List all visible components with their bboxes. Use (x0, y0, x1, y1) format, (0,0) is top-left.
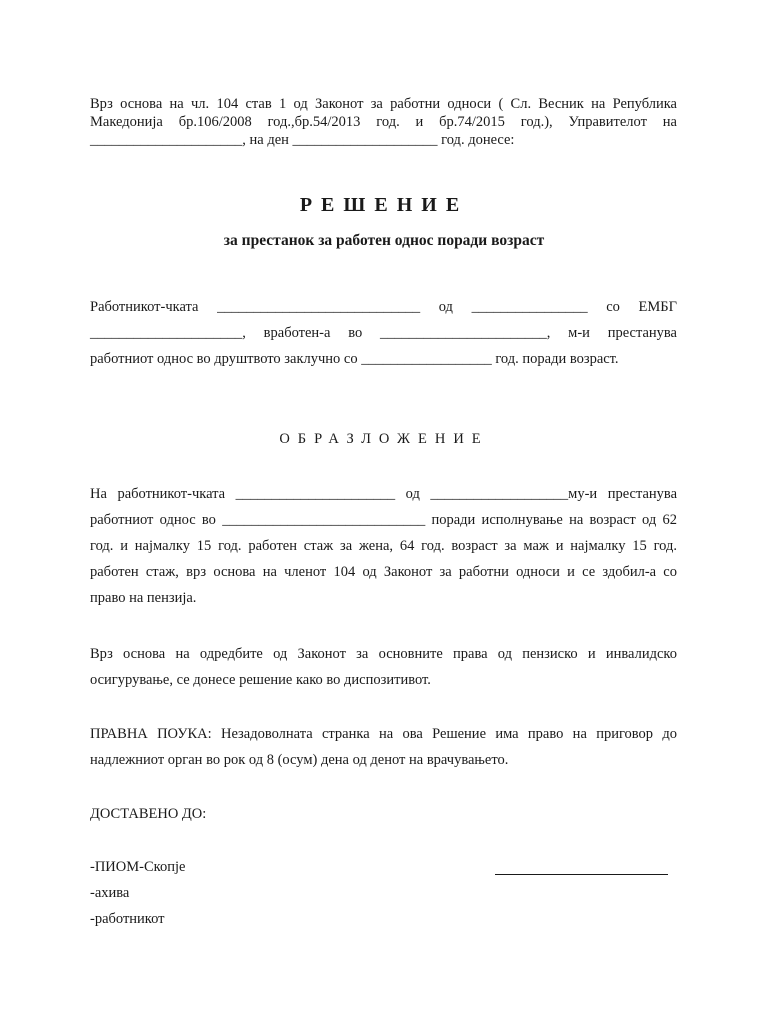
basis-line-2: осигурување, се донесе решение како во диспозитивот. (90, 672, 431, 688)
reasoning-paragraph (90, 481, 677, 611)
decision-paragraph (90, 294, 677, 372)
document-subtitle: за престанок за работен однос поради возраст (223, 232, 545, 249)
recipient-item: -работникот (90, 911, 165, 927)
recipient-item: -ахива (90, 885, 130, 901)
intro-line-1: Врз основа на чл. 104 став 1 од Законот за работни односи ( Сл. Весник на Република (90, 96, 677, 112)
intro-line-3: _____________________, на ден ____________________ год. донесе: (90, 132, 515, 148)
decision-line-2: _____________________, вработен-а во _______________________, м-и престанува (90, 325, 677, 341)
basis-line-1: Врз основа на одредбите од Законот за основните права од пензиско и инвалидско (90, 646, 677, 662)
reasoning-heading: ОБРАЗЛОЖЕНИЕ (279, 431, 489, 447)
signature-line (495, 874, 668, 875)
reasoning-line-1: На работникот-чката ______________________ од ___________________му-и престанува (90, 486, 677, 502)
reasoning-line-2: работниот однос во ____________________________ поради исполнување на возраст од 62 (90, 512, 677, 528)
legal-notice-paragraph (90, 721, 677, 773)
decision-line-1: Работникот-чката ____________________________ од ________________ со ЕМБГ (90, 299, 677, 315)
delivered-to-label: ДОСТАВЕНО ДО: (90, 806, 207, 822)
reasoning-line-3: год. и најмалку 15 год. работен стаж за жена, 64 год. возраст за маж и најмалку 15 год. (90, 538, 677, 554)
legal-notice-line-1: ПРАВНА ПОУКА: Незадоволната странка на ова Решение има право на приговор до (90, 726, 677, 742)
reasoning-line-5: право на пензија. (90, 590, 197, 606)
intro-line-2: Македонија бр.106/2008 год.,бр.54/2013 год. и бр.74/2015 год.), Управителот на (90, 114, 677, 130)
document-title: РЕШЕНИЕ (299, 194, 469, 216)
delivered-to-section (90, 801, 677, 827)
decision-line-3: работниот однос во друштвото заклучно со __________________ год. поради возраст. (90, 351, 619, 367)
legal-notice-line-2: надлежниот орган во рок од 8 (осум) дена од денот на врачувањето. (90, 752, 509, 768)
recipients-list (90, 854, 677, 932)
intro-paragraph (90, 95, 677, 149)
reasoning-line-4: работен стаж, врз основа на членот 104 од Законот за работни односи и се здобил-а со (90, 564, 677, 580)
basis-paragraph (90, 641, 677, 693)
recipient-item: -ПИОМ-Скопје (90, 859, 186, 875)
